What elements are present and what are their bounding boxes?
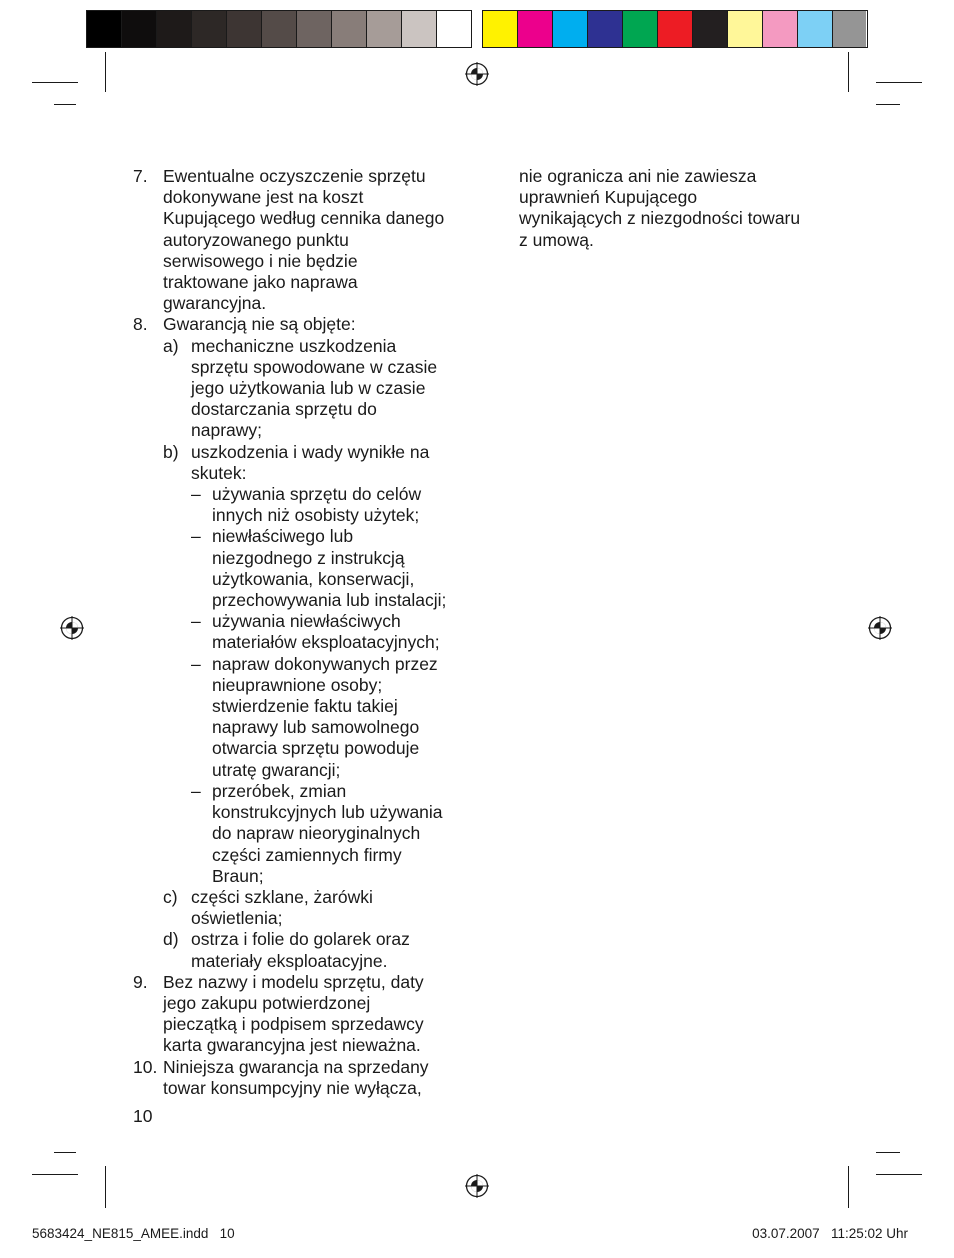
list-item-9 bbox=[133, 972, 473, 1057]
sub-item-label: d) bbox=[163, 929, 179, 950]
crop-mark bbox=[848, 52, 849, 92]
crop-mark bbox=[54, 1152, 76, 1153]
text-line: autoryzowanego punktu bbox=[163, 229, 349, 250]
gray-swatch bbox=[332, 11, 367, 47]
crop-mark bbox=[876, 82, 922, 83]
crop-mark bbox=[876, 1174, 922, 1175]
color-swatch bbox=[763, 11, 798, 47]
color-swatch bbox=[623, 11, 658, 47]
gray-swatch bbox=[262, 11, 297, 47]
crop-mark bbox=[848, 1166, 849, 1208]
text-line: do napraw nieoryginalnych bbox=[212, 823, 421, 844]
text-line: karta gwarancyjna jest nieważna. bbox=[163, 1035, 421, 1056]
text-line: uprawnień Kupującego bbox=[519, 187, 698, 208]
dash-item bbox=[191, 611, 473, 653]
gray-swatch bbox=[122, 11, 157, 47]
dash-mark: – bbox=[191, 526, 201, 547]
sub-item-d bbox=[163, 929, 473, 971]
color-swatch bbox=[518, 11, 553, 47]
sub-item-b bbox=[163, 442, 473, 887]
text-line: wynikających z niezgodności towaru bbox=[519, 208, 801, 229]
registration-mark-icon bbox=[465, 62, 489, 86]
list-item-8 bbox=[133, 314, 473, 971]
grayscale-color-bar bbox=[86, 10, 472, 48]
color-swatch bbox=[483, 11, 518, 47]
left-text-column bbox=[133, 166, 473, 1099]
text-line: gwarancyjna. bbox=[163, 293, 267, 314]
text-line: sprzętu spowodowane w czasie bbox=[191, 356, 438, 377]
gray-swatch bbox=[157, 11, 192, 47]
text-line: Kupującego według cennika danego bbox=[163, 208, 445, 229]
text-line: dostarczania sprzętu do bbox=[191, 399, 377, 420]
text-line: skutek: bbox=[191, 462, 247, 483]
text-line: mechaniczne uszkodzenia bbox=[191, 335, 397, 356]
gray-swatch bbox=[87, 11, 122, 47]
text-line: naprawy lub samowolnego bbox=[212, 717, 420, 738]
crop-mark bbox=[54, 104, 76, 105]
sub-item-label: b) bbox=[163, 441, 179, 462]
text-line: Gwarancją nie są objęte: bbox=[163, 314, 356, 335]
text-line: jego użytkowania lub w czasie bbox=[191, 378, 426, 399]
text-line: innych niż osobisty użytek; bbox=[212, 505, 420, 526]
gray-swatch bbox=[367, 11, 402, 47]
text-line: konstrukcyjnych lub używania bbox=[212, 802, 443, 823]
slug-timestamp: 03.07.2007 11:25:02 Uhr bbox=[752, 1226, 908, 1241]
list-item-10 bbox=[133, 1057, 473, 1099]
dash-mark: – bbox=[191, 653, 201, 674]
item-number: 7. bbox=[133, 166, 148, 186]
text-line: pieczątką i podpisem sprzedawcy bbox=[163, 1014, 424, 1035]
text-line: stwierdzenie faktu takiej bbox=[212, 696, 398, 717]
text-line: używania sprzętu do celów bbox=[212, 484, 422, 505]
gray-swatch bbox=[402, 11, 437, 47]
dash-item bbox=[191, 484, 473, 526]
sub-item-label: c) bbox=[163, 886, 178, 907]
color-swatch bbox=[728, 11, 763, 47]
text-line: serwisowego i nie będzie bbox=[163, 250, 358, 271]
item-number: 10. bbox=[133, 1056, 158, 1077]
dash-mark: – bbox=[191, 780, 201, 801]
text-line: niezgodnego z instrukcją bbox=[212, 547, 405, 568]
crop-mark bbox=[876, 1152, 900, 1153]
dash-item bbox=[191, 654, 473, 781]
text-line: przeróbek, zmian bbox=[212, 780, 347, 801]
color-swatch bbox=[553, 11, 588, 47]
crop-mark bbox=[105, 52, 106, 92]
crop-mark bbox=[105, 1166, 106, 1208]
text-line: użytkowania, konserwacji, bbox=[212, 568, 415, 589]
crop-mark bbox=[32, 82, 78, 83]
gray-swatch bbox=[297, 11, 332, 47]
color-swatch bbox=[658, 11, 693, 47]
text-line: materiały eksploatacyjne. bbox=[191, 950, 388, 971]
item-number: 9. bbox=[133, 971, 148, 992]
color-swatch bbox=[798, 11, 833, 47]
text-line: napraw dokonywanych przez bbox=[212, 653, 438, 674]
registration-mark-icon bbox=[868, 616, 892, 640]
dash-item bbox=[191, 781, 473, 887]
page-number: 10 bbox=[133, 1106, 153, 1126]
sub-item-a bbox=[163, 336, 473, 442]
color-swatch bbox=[588, 11, 623, 47]
text-line: ostrza i folie do golarek oraz bbox=[191, 929, 410, 950]
text-line: materiałów eksploatacyjnych; bbox=[212, 632, 440, 653]
text-line: Braun; bbox=[212, 865, 264, 886]
sub-item-label: a) bbox=[163, 335, 179, 356]
text-line: Bez nazwy i modelu sprzętu, daty bbox=[163, 971, 424, 992]
text-line: utratę gwarancji; bbox=[212, 759, 341, 780]
slug-file-info: 5683424_NE815_AMEE.indd 10 bbox=[32, 1226, 235, 1241]
color-swatch bbox=[833, 11, 866, 47]
text-line: z umową. bbox=[519, 229, 594, 250]
dash-mark: – bbox=[191, 611, 201, 632]
item-number: 8. bbox=[133, 314, 148, 335]
sub-item-c bbox=[163, 887, 473, 929]
crop-mark bbox=[876, 104, 900, 105]
right-text-column bbox=[519, 166, 849, 251]
color-swatch bbox=[693, 11, 728, 47]
text-line: otwarcia sprzętu powoduje bbox=[212, 738, 420, 759]
process-color-bar bbox=[482, 10, 868, 48]
dash-mark: – bbox=[191, 484, 201, 505]
dash-item bbox=[191, 526, 473, 611]
text-line: Ewentualne oczyszczenie sprzętu bbox=[163, 166, 426, 186]
text-line: niewłaściwego lub bbox=[212, 526, 354, 547]
text-line: przechowywania lub instalacji; bbox=[212, 590, 447, 611]
text-line: jego zakupu potwierdzonej bbox=[163, 992, 371, 1013]
gray-swatch bbox=[192, 11, 227, 47]
registration-mark-icon bbox=[465, 1174, 489, 1198]
gray-swatch bbox=[227, 11, 262, 47]
gray-swatch bbox=[437, 11, 470, 47]
text-line: towar konsumpcyjny nie wyłącza, bbox=[163, 1077, 422, 1098]
crop-mark bbox=[32, 1174, 78, 1175]
text-line: naprawy; bbox=[191, 420, 263, 441]
list-item-7 bbox=[133, 166, 473, 314]
text-line: uszkodzenia i wady wynikłe na bbox=[191, 441, 430, 462]
text-line: części zamiennych firmy bbox=[212, 844, 402, 865]
text-line: dokonywane jest na koszt bbox=[163, 187, 364, 208]
text-line: nie ogranicza ani nie zawiesza bbox=[519, 166, 757, 186]
text-line: traktowane jako naprawa bbox=[163, 272, 358, 293]
text-line: używania niewłaściwych bbox=[212, 611, 401, 632]
text-line: oświetlenia; bbox=[191, 908, 283, 929]
text-line: nieuprawnione osoby; bbox=[212, 674, 383, 695]
text-line: Niniejsza gwarancja na sprzedany bbox=[163, 1056, 429, 1077]
registration-mark-icon bbox=[60, 616, 84, 640]
text-line: części szklane, żarówki bbox=[191, 886, 373, 907]
